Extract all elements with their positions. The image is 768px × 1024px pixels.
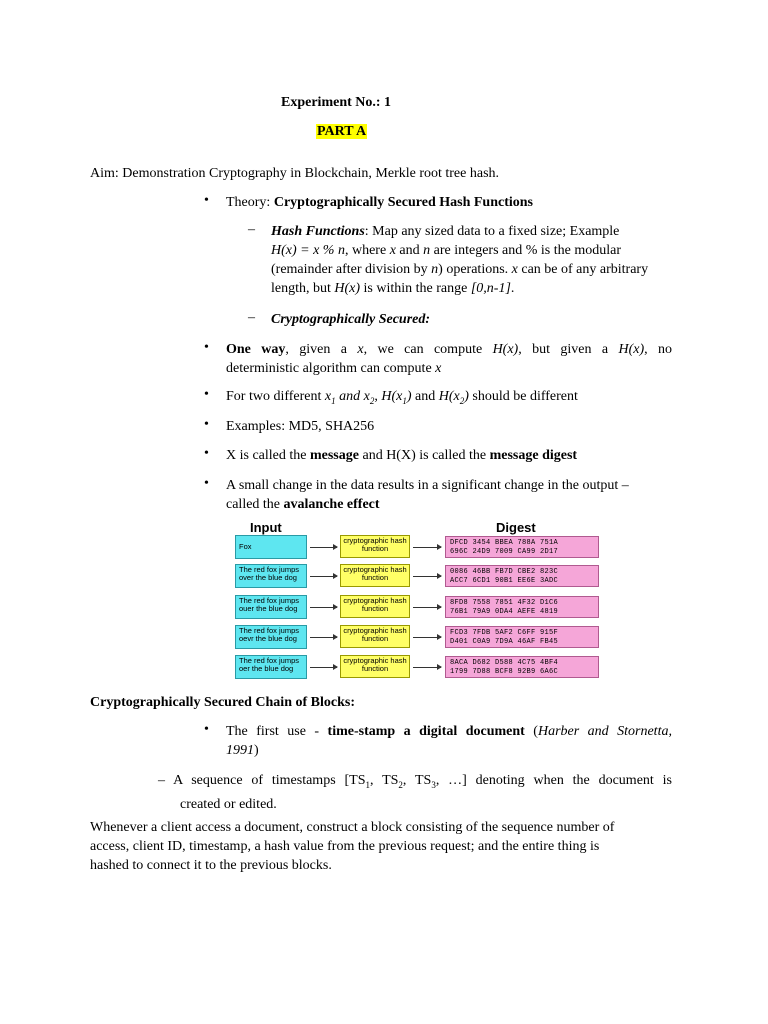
avalanche-block xyxy=(226,476,672,514)
subscript: 1 xyxy=(402,395,407,406)
first-use-block xyxy=(226,722,672,760)
text: For two different xyxy=(226,389,325,404)
text: – A sequence of timestamps [TS xyxy=(158,773,366,788)
hash-function-box: cryptographic hash function xyxy=(340,535,410,558)
text: and xyxy=(395,243,424,258)
crypto-secured-label: Cryptographically Secured: xyxy=(271,312,431,327)
text: length, but xyxy=(271,281,335,296)
text: , but given a xyxy=(518,342,619,357)
avalanche-line-2 xyxy=(226,495,672,514)
text: X is called the xyxy=(226,448,310,463)
text: ) xyxy=(406,389,412,404)
var-x: x xyxy=(511,262,518,277)
text: , where xyxy=(344,243,390,258)
var-n: n xyxy=(423,243,431,258)
whenever-line-3: hashed to connect it to the previous blocks. xyxy=(90,858,332,873)
text: , TS xyxy=(402,773,432,788)
arrow-icon xyxy=(413,547,441,548)
subscript: 2 xyxy=(398,779,403,790)
arrow-icon xyxy=(413,576,441,577)
text: ) xyxy=(254,743,259,758)
digest-line-1: FCD3 7FDB 5AF2 C6FF 915F xyxy=(450,629,559,637)
bullet-icon: • xyxy=(204,476,209,491)
text: are integers and % is the modular xyxy=(430,243,622,258)
hash-formula: H(x) = x % n xyxy=(271,243,345,258)
hash-function-box: cryptographic hash function xyxy=(340,595,410,618)
crypto-secured-heading xyxy=(271,310,430,329)
arrow-icon xyxy=(310,547,337,548)
var-hx: H(x xyxy=(438,389,460,404)
one-way-line-2 xyxy=(226,359,672,378)
dash-icon: – xyxy=(248,310,255,325)
text: , no xyxy=(644,342,672,357)
sequence-line-2: created or edited. xyxy=(180,796,277,812)
range: [0,n-1] xyxy=(470,281,511,296)
one-way-block xyxy=(226,340,672,378)
part-label: PART A xyxy=(317,124,367,139)
hash-functions-line-4 xyxy=(271,279,681,298)
citation-year: 1991 xyxy=(226,743,254,758)
input-box: Fox xyxy=(235,535,307,559)
two-different-line xyxy=(226,387,578,411)
digest-box xyxy=(445,596,599,618)
var-n: n xyxy=(431,262,439,277)
text: (remainder after division by xyxy=(271,262,432,277)
whenever-line-1: Whenever a client access a document, construct a block consisting of the sequence number of xyxy=(90,820,615,835)
arrow-icon xyxy=(310,607,337,608)
first-use-line-1 xyxy=(226,722,672,741)
digest-line-1: DFCD 3454 BBEA 788A 751A xyxy=(450,539,559,547)
arrow-icon xyxy=(310,637,337,638)
text: called the xyxy=(226,497,284,512)
message-digest-term: message digest xyxy=(489,448,578,463)
var-x: x xyxy=(324,389,332,404)
digest-line-2: 76B1 79A9 0DA4 AEFE 4819 xyxy=(450,608,559,616)
one-way-term: One way xyxy=(226,342,286,357)
digest-box xyxy=(445,656,599,678)
hash-functions-line-3 xyxy=(271,260,681,279)
sequence-block xyxy=(158,771,672,814)
chain-heading: Cryptographically Secured Chain of Blocks: xyxy=(90,695,355,710)
bullet-icon: • xyxy=(204,417,209,432)
hash-function-box: cryptographic hash function xyxy=(340,655,410,678)
arrow-icon xyxy=(413,637,441,638)
hash-functions-text: : Map any sized data to a fixed size; Example xyxy=(364,224,620,239)
text: , TS xyxy=(369,773,399,788)
text: , …] denoting when the document is xyxy=(435,773,672,788)
text: The first use - xyxy=(226,724,328,739)
text: can be of any arbitrary xyxy=(517,262,649,277)
citation-authors: Harber and Stornetta, xyxy=(537,724,672,739)
avalanche-term: avalanche effect xyxy=(283,497,380,512)
subscript: 2 xyxy=(369,395,375,406)
digest-line-2: 1799 7D88 BCF8 92B9 6A6C xyxy=(450,668,559,676)
text: is within the range xyxy=(360,281,471,296)
aim-text: Aim: Demonstration Cryptography in Blockchain, Merkle root tree hash. xyxy=(90,166,500,181)
digest-header: Digest xyxy=(496,520,536,535)
hash-functions-line-2 xyxy=(271,241,681,260)
input-box: The red fox jumps ouer the blue dog xyxy=(235,595,307,619)
first-use-line-2 xyxy=(226,741,672,760)
whenever-paragraph xyxy=(90,818,690,875)
theory-prefix: Theory: xyxy=(226,195,274,210)
theory-line xyxy=(226,193,533,212)
text: and H(X) is called the xyxy=(358,448,490,463)
text: , we can compute xyxy=(363,342,493,357)
text: . xyxy=(510,281,515,296)
timestamp-term: time-stamp a digital document xyxy=(327,724,525,739)
text: , xyxy=(374,389,382,404)
var-hx: H(x) xyxy=(492,342,519,357)
digest-box xyxy=(445,536,599,558)
arrow-icon xyxy=(310,667,337,668)
one-way-line-1 xyxy=(226,340,672,359)
input-header: Input xyxy=(250,520,282,535)
text: should be different xyxy=(468,389,578,404)
subscript: 1 xyxy=(331,395,336,406)
digest-box xyxy=(445,626,599,648)
whenever-line-2: access, client ID, timestamp, a hash value from the previous request; and the entire thing is xyxy=(90,839,600,854)
digest-box xyxy=(445,565,599,587)
var-x: x xyxy=(389,243,396,258)
text: , given a xyxy=(285,342,358,357)
digest-line-2: 696C 24D9 7009 CA99 2D17 xyxy=(450,548,559,556)
hash-function-box: cryptographic hash function xyxy=(340,564,410,587)
message-term: message xyxy=(309,448,359,463)
text: deterministic algorithm can compute xyxy=(226,361,436,376)
arrow-icon xyxy=(413,607,441,608)
bullet-icon: • xyxy=(204,193,209,208)
subscript: 1 xyxy=(365,779,370,790)
experiment-title: Experiment No.: 1 xyxy=(281,95,392,110)
var-hx: H(x) xyxy=(334,281,361,296)
avalanche-figure xyxy=(230,519,606,683)
input-box: The red fox jumps oevr the blue dog xyxy=(235,625,307,649)
examples-line: Examples: MD5, SHA256 xyxy=(226,419,375,434)
var-x: x xyxy=(435,361,442,376)
hash-functions-line-1 xyxy=(271,222,681,241)
text: ( xyxy=(524,724,538,739)
hash-functions-block xyxy=(271,222,681,298)
text: and xyxy=(411,389,439,404)
subscript: 3 xyxy=(431,779,436,790)
hash-functions-term: Hash Functions xyxy=(271,224,365,239)
bullet-icon: • xyxy=(204,446,209,461)
arrow-icon xyxy=(310,576,337,577)
bullet-icon: • xyxy=(204,387,209,402)
arrow-icon xyxy=(413,667,441,668)
digest-line-2: ACC7 6CD1 90B1 EE6E 3ADC xyxy=(450,577,559,585)
digest-line-1: 8FD8 7558 7851 4F32 D1C6 xyxy=(450,599,559,607)
bullet-icon: • xyxy=(204,340,209,355)
var-hx: H(x) xyxy=(618,342,645,357)
message-line xyxy=(226,446,577,465)
digest-line-2: D401 C0A9 7D9A 46AF FB45 xyxy=(450,638,559,646)
input-box: The red fox jumps over the blue dog xyxy=(235,564,307,588)
digest-line-1: 8ACA D682 D588 4C75 4BF4 xyxy=(450,659,559,667)
sequence-line-1 xyxy=(158,771,672,795)
dash-icon: – xyxy=(248,222,255,237)
var-hx: H(x xyxy=(381,389,403,404)
digest-line-1: 0086 46BB FB7D CBE2 823C xyxy=(450,568,559,576)
subscript: 2 xyxy=(459,395,465,406)
input-box: The red fox jumps oer the blue dog xyxy=(235,655,307,679)
hash-function-box: cryptographic hash function xyxy=(340,625,410,648)
theory-title: Cryptographically Secured Hash Functions xyxy=(273,195,533,210)
var-x: x xyxy=(357,342,364,357)
text: ) operations. xyxy=(438,262,512,277)
text: and x xyxy=(335,389,370,404)
avalanche-line-1: A small change in the data results in a significant change in the output – xyxy=(226,478,629,493)
text: ) xyxy=(464,389,469,404)
part-heading xyxy=(316,122,367,141)
bullet-icon: • xyxy=(204,722,209,737)
